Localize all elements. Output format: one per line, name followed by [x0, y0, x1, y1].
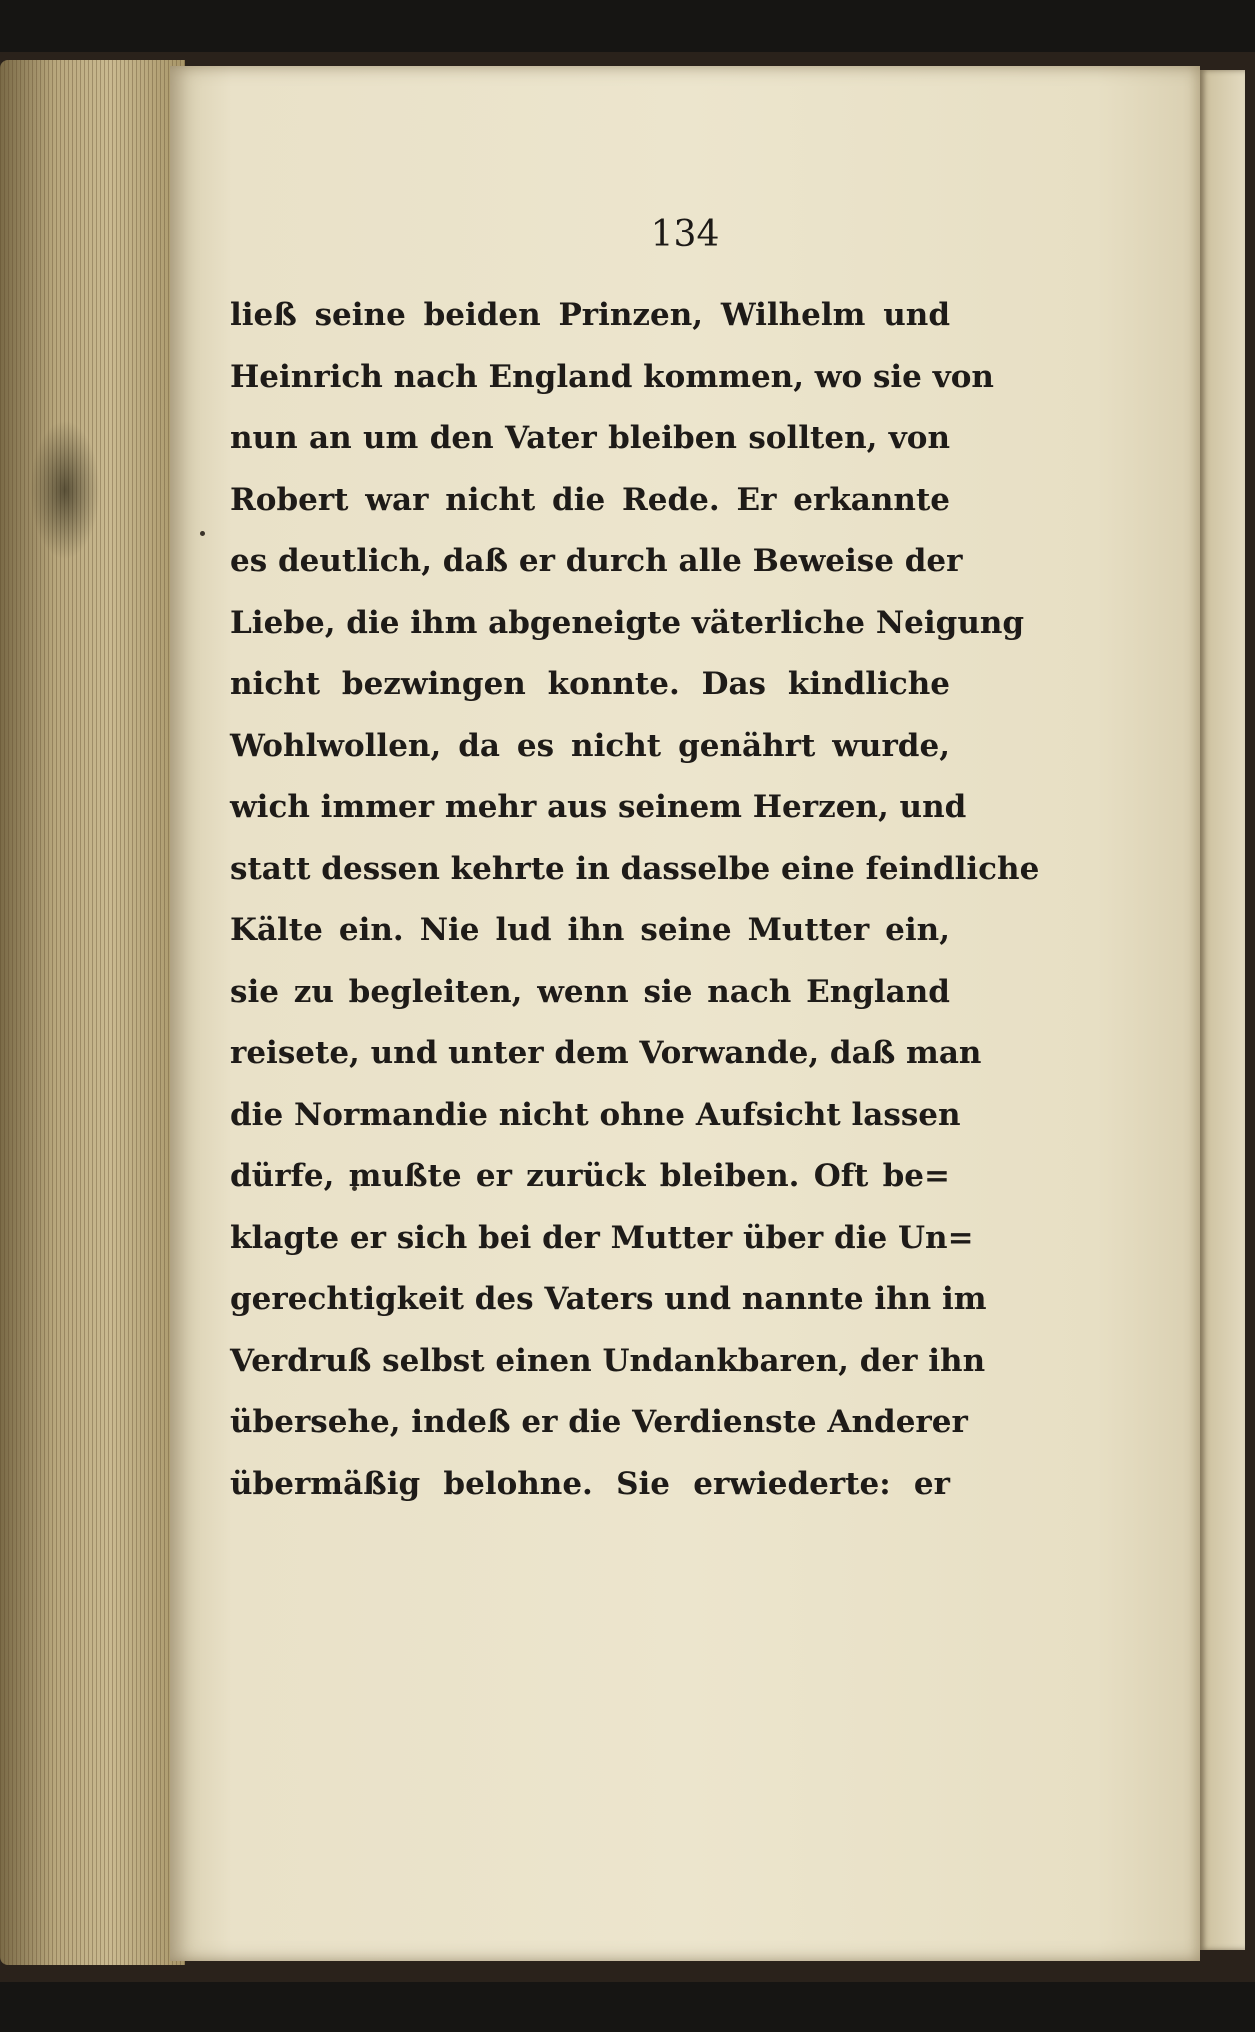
text-line: Liebe, die ihm abgeneigte väterliche Neigung — [230, 604, 1025, 641]
text-line: gerechtigkeit des Vaters und nannte ihn im — [230, 1281, 987, 1317]
text-line: statt dessen kehrte in dasselbe eine feindliche — [230, 850, 1040, 887]
text-line: Kälte ein. Nie lud ihn seine Mutter ein, — [230, 912, 950, 948]
text-line: übersehe, indeß er die Verdienste Anderer — [230, 1404, 968, 1440]
speck-mark — [200, 531, 205, 536]
text-line: nicht bezwingen konnte. Das kindliche — [230, 666, 950, 702]
text-line: die Normandie nicht ohne Aufsicht lassen — [230, 1096, 961, 1133]
text-line: reisete, und unter dem Vorwande, daß man — [230, 1035, 982, 1071]
text-line: dürfe, mußte er zurück bleiben. Oft be= — [230, 1158, 950, 1194]
text-line: Heinrich nach England kommen, wo sie von — [230, 358, 994, 395]
text-line: Verdruß selbst einen Undankbaren, der ihn — [230, 1342, 986, 1379]
text-line: wich immer mehr aus seinem Herzen, und — [230, 789, 967, 825]
page-number: 134 — [650, 214, 720, 255]
facing-page-edge — [1200, 70, 1245, 1950]
text-line: es deutlich, daß er durch alle Beweise der — [230, 543, 963, 579]
text-line: sie zu begleiten, wenn sie nach England — [230, 973, 950, 1010]
body-text — [230, 285, 1040, 1515]
text-line: übermäßig belohne. Sie erwiederte: er — [230, 1465, 950, 1502]
stain-mark — [30, 420, 100, 560]
text-line: nun an um den Vater bleiben sollten, von — [230, 420, 950, 456]
text-line: Robert war nicht die Rede. Er erkannte — [230, 481, 950, 518]
text-line: Wohlwollen, da es nicht genährt wurde, — [230, 727, 950, 764]
text-line: ließ seine beiden Prinzen, Wilhelm und — [230, 297, 950, 333]
page-stack-edge — [0, 60, 185, 1965]
text-line: klagte er sich bei der Mutter über die Un= — [230, 1219, 974, 1256]
